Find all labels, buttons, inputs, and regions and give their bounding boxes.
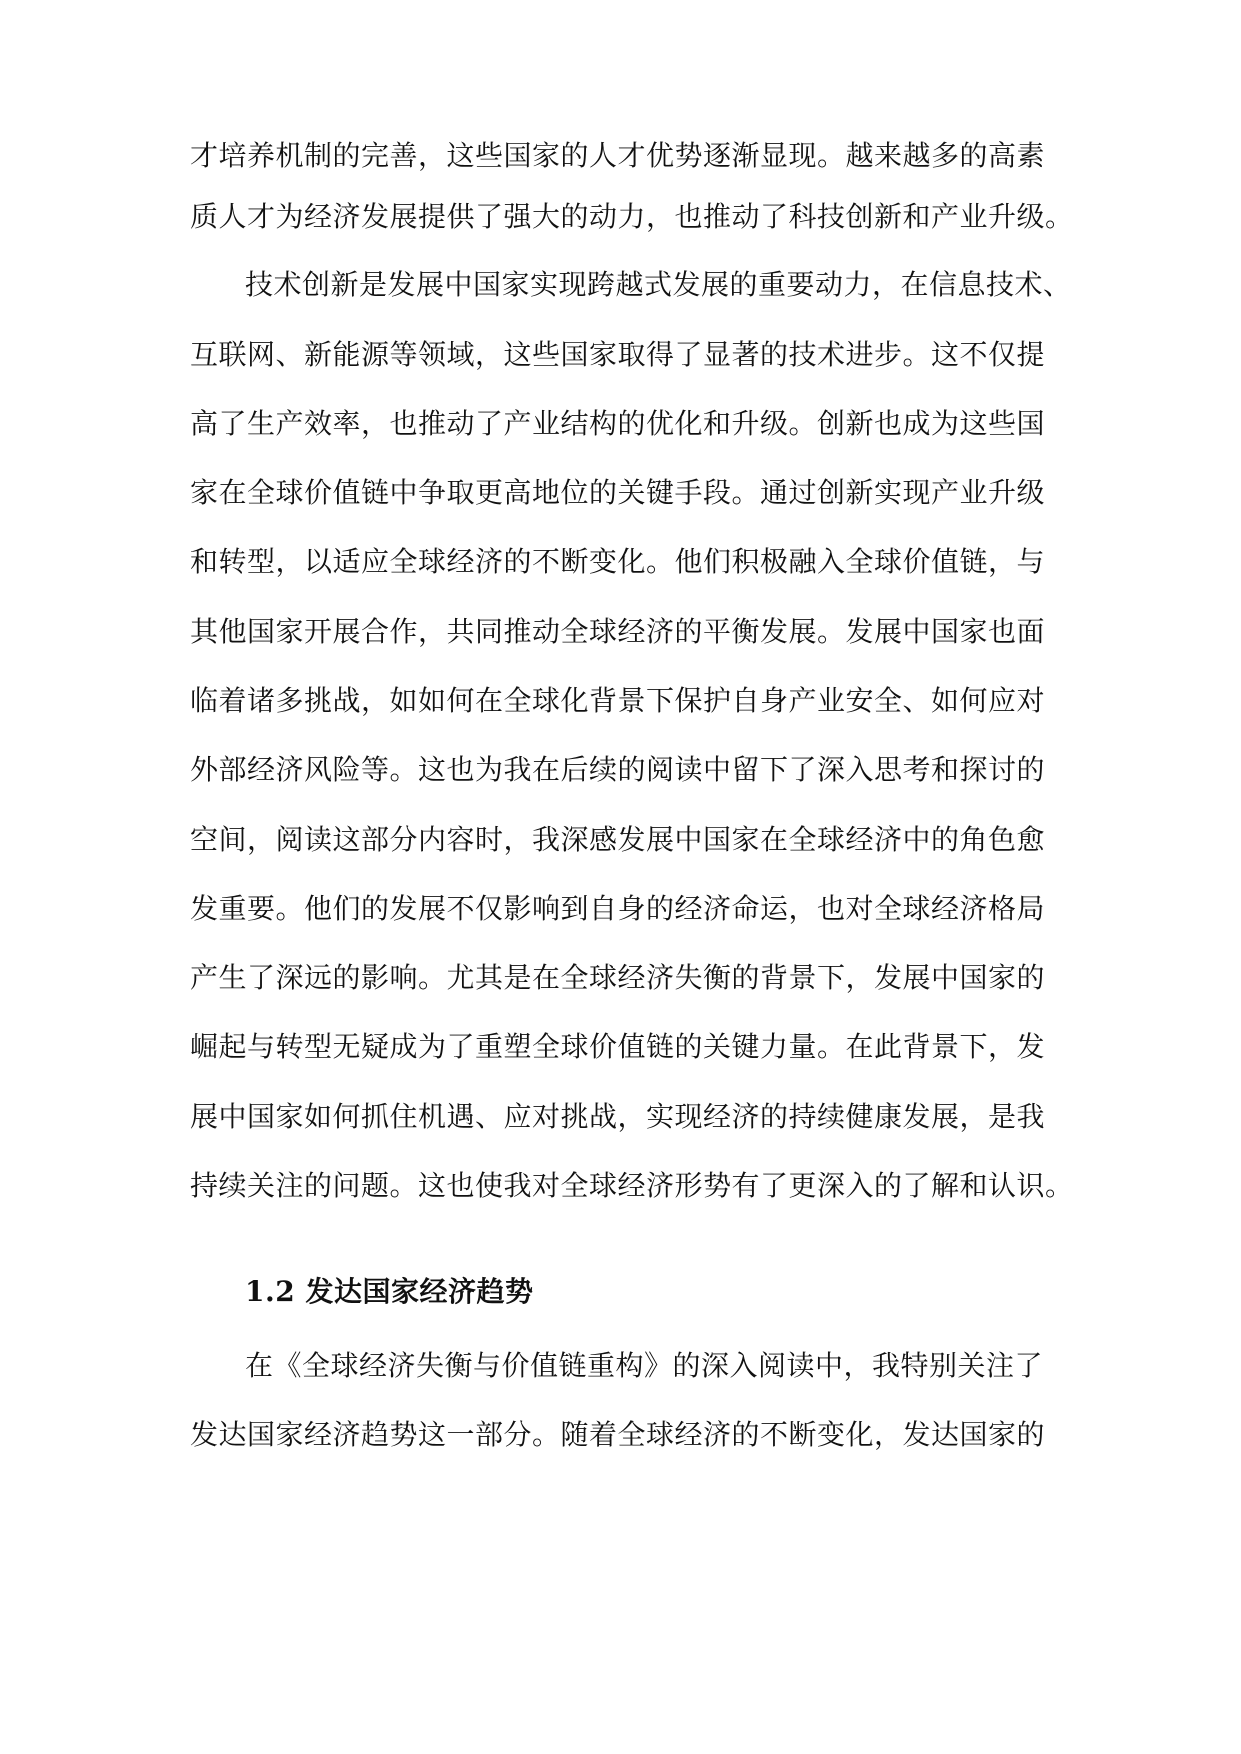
paragraph-line: 互联网、新能源等领域，这些国家取得了显著的技术进步。这不仅提 <box>190 338 1046 371</box>
section-heading: 1.2 发达国家经济趋势 <box>245 1275 534 1308</box>
paragraph-line: 崛起与转型无疑成为了重塑全球价值链的关键力量。在此背景下，发 <box>190 1030 1046 1063</box>
paragraph-line: 在《全球经济失衡与价值链重构》的深入阅读中，我特别关注了 <box>245 1349 1044 1382</box>
paragraph-line: 临着诸多挑战，如如何在全球化背景下保护自身产业安全、如何应对 <box>190 684 1046 717</box>
paragraph-line: 发重要。他们的发展不仅影响到自身的经济命运，也对全球经济格局 <box>190 892 1046 925</box>
paragraph-line: 家在全球价值链中争取更高地位的关键手段。通过创新实现产业升级 <box>190 476 1046 509</box>
paragraph-line: 发达国家经济趋势这一部分。随着全球经济的不断变化，发达国家的 <box>190 1418 1046 1451</box>
paragraph-line: 技术创新是发展中国家实现跨越式发展的重要动力，在信息技术、 <box>245 268 1072 301</box>
paragraph-line: 外部经济风险等。这也为我在后续的阅读中留下了深入思考和探讨的 <box>190 753 1046 786</box>
paragraph-line: 才培养机制的完善，这些国家的人才优势逐渐显现。越来越多的高素 <box>190 139 1046 172</box>
paragraph-line: 持续关注的问题。这也使我对全球经济形势有了更深入的了解和认识。 <box>190 1169 1074 1202</box>
paragraph-line: 高了生产效率，也推动了产业结构的优化和升级。创新也成为这些国 <box>190 407 1046 440</box>
paragraph-line: 和转型，以适应全球经济的不断变化。他们积极融入全球价值链，与 <box>190 545 1046 578</box>
paragraph-line: 展中国家如何抓住机遇、应对挑战，实现经济的持续健康发展，是我 <box>190 1100 1046 1133</box>
paragraph-line: 质人才为经济发展提供了强大的动力，也推动了科技创新和产业升级。 <box>190 200 1074 233</box>
paragraph-line: 产生了深远的影响。尤其是在全球经济失衡的背景下，发展中国家的 <box>190 961 1046 994</box>
paragraph-line: 其他国家开展合作，共同推动全球经济的平衡发展。发展中国家也面 <box>190 615 1046 648</box>
paragraph-line: 空间，阅读这部分内容时，我深感发展中国家在全球经济中的角色愈 <box>190 823 1046 856</box>
